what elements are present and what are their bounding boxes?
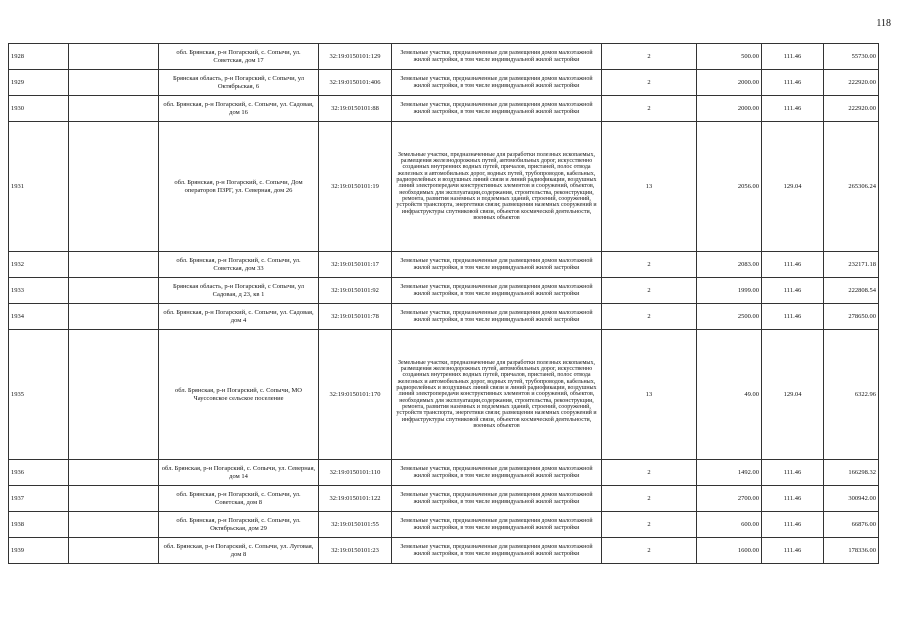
- row-number: 1934: [9, 304, 69, 330]
- cadastral-value-cell: 232171.18: [824, 252, 879, 278]
- cadastral-number-cell: 32:19:0150101:17: [319, 252, 392, 278]
- land-use-cell: Земельные участки, предназначенные для разработки полезных ископаемых, размещения железнодорожных путей, автомобильных дорог, искусственно созданных внутренних водных путей, причалов, пристаней, полос отвода железных и автомобильных дорог, водных путей, трубопроводов, кабельных, радиорелейных и воздушных линий связи и линий радиофикации, воздушных линий электропередачи конструктивных элементов и сооружений, объектов, необходимых для эксплуатации,содержания, строительства, реконструкции, ремонта, развития наземных и подземных зданий, строений, сооружений, устройств транспорта, энергетики связи; размещения наземных сооружений и инфраструктуры спутниковой связи, объектов космической деятельности, военных объектов: [392, 330, 602, 460]
- cadastral-number-cell: 32:19:0150101:406: [319, 70, 392, 96]
- row-number: 1932: [9, 252, 69, 278]
- area-cell: 1999.00: [697, 278, 762, 304]
- rate-cell: 111.46: [762, 304, 824, 330]
- table-row: [9, 538, 879, 564]
- area-cell: 1600.00: [697, 538, 762, 564]
- cadastral-value-cell: 278650.00: [824, 304, 879, 330]
- table-row: [9, 122, 879, 252]
- row-number: 1938: [9, 512, 69, 538]
- cadastral-number-cell: 32:19:0150101:23: [319, 538, 392, 564]
- rate-cell: 111.46: [762, 70, 824, 96]
- table-row: [9, 460, 879, 486]
- rate-cell: 111.46: [762, 512, 824, 538]
- row-number: 1929: [9, 70, 69, 96]
- cadastral-number-cell: 32:19:0150101:55: [319, 512, 392, 538]
- cadastral-value-cell: 178336.00: [824, 538, 879, 564]
- address-cell: обл. Брянская, р-н Погарский, с. Сопычи, ул. Советская, дом 17: [159, 44, 319, 70]
- address-cell: обл. Брянская, р-н Погарский, с. Сопычи, ул. Советская, дом 8: [159, 486, 319, 512]
- cadastral-number-cell: 32:19:0150101:170: [319, 330, 392, 460]
- cadastral-number-cell: 32:19:0150101:110: [319, 460, 392, 486]
- row-number: 1930: [9, 96, 69, 122]
- cadastral-number-cell: 32:19:0150101:129: [319, 44, 392, 70]
- rate-cell: 129.04: [762, 122, 824, 252]
- land-use-cell: Земельные участки, предназначенные для размещения домов малоэтажной жилой застройки, в том числе индивидуальной жилой застройки: [392, 486, 602, 512]
- rate-cell: 129.04: [762, 330, 824, 460]
- area-cell: 2000.00: [697, 96, 762, 122]
- table-row: [9, 70, 879, 96]
- cadastral-value-cell: 222920.00: [824, 96, 879, 122]
- row-number: 1935: [9, 330, 69, 460]
- cadastral-value-cell: 66876.00: [824, 512, 879, 538]
- row-number: 1928: [9, 44, 69, 70]
- rate-cell: 111.46: [762, 252, 824, 278]
- use-code-cell: 2: [602, 304, 697, 330]
- rate-cell: 111.46: [762, 460, 824, 486]
- land-use-cell: Земельные участки, предназначенные для размещения домов малоэтажной жилой застройки, в том числе индивидуальной жилой застройки: [392, 512, 602, 538]
- cadastral-value-cell: 222808.54: [824, 278, 879, 304]
- registry-body: [9, 44, 879, 564]
- land-use-cell: Земельные участки, предназначенные для размещения домов малоэтажной жилой застройки, в том числе индивидуальной жилой застройки: [392, 304, 602, 330]
- use-code-cell: 2: [602, 486, 697, 512]
- area-cell: 600.00: [697, 512, 762, 538]
- table-row: [9, 304, 879, 330]
- area-cell: 2000.00: [697, 70, 762, 96]
- table-row: [9, 252, 879, 278]
- use-code-cell: 13: [602, 122, 697, 252]
- land-use-cell: Земельные участки, предназначенные для размещения домов малоэтажной жилой застройки, в том числе индивидуальной жилой застройки: [392, 278, 602, 304]
- land-use-cell: Земельные участки, предназначенные для размещения домов малоэтажной жилой застройки, в том числе индивидуальной жилой застройки: [392, 460, 602, 486]
- cadastral-value-cell: 6322.96: [824, 330, 879, 460]
- land-use-cell: Земельные участки, предназначенные для размещения домов малоэтажной жилой застройки, в том числе индивидуальной жилой застройки: [392, 538, 602, 564]
- rate-cell: 111.46: [762, 278, 824, 304]
- land-use-cell: Земельные участки, предназначенные для размещения домов малоэтажной жилой застройки, в том числе индивидуальной жилой застройки: [392, 70, 602, 96]
- address-cell: обл. Брянская, р-н Погарский, с. Сопычи, ул. Октябрьская, дом 29: [159, 512, 319, 538]
- address-cell: обл. Брянская, р-н Погарский, с. Сопычи, ул. Садовая, дом 4: [159, 304, 319, 330]
- use-code-cell: 2: [602, 512, 697, 538]
- rate-cell: 111.46: [762, 486, 824, 512]
- address-cell: обл. Брянская, р-н Погарский, с. Сопычи, ул. Советская, дом 33: [159, 252, 319, 278]
- row-number: 1931: [9, 122, 69, 252]
- row-number: 1936: [9, 460, 69, 486]
- rate-cell: 111.46: [762, 96, 824, 122]
- cadastral-number-cell: 32:19:0150101:78: [319, 304, 392, 330]
- area-cell: 1492.00: [697, 460, 762, 486]
- area-cell: 500.00: [697, 44, 762, 70]
- area-cell: 2700.00: [697, 486, 762, 512]
- use-code-cell: 2: [602, 538, 697, 564]
- address-cell: обл. Брянская, р-н Погарский, с. Сопычи, ул. Садовая, дом 16: [159, 96, 319, 122]
- land-use-cell: Земельные участки, предназначенные для размещения домов малоэтажной жилой застройки, в том числе индивидуальной жилой застройки: [392, 96, 602, 122]
- rate-cell: 111.46: [762, 44, 824, 70]
- land-registry-table: [8, 43, 879, 564]
- cadastral-number-cell: 32:19:0150101:88: [319, 96, 392, 122]
- table-row: [9, 96, 879, 122]
- address-cell: обл. Брянская, р-н Погарский, с. Сопычи, Дом операторов ПЗРГ, ул. Северная, дом 26: [159, 122, 319, 252]
- address-cell: обл. Брянская, р-н Погарский, с. Сопычи, ул. Северная, дом 14: [159, 460, 319, 486]
- table-row: [9, 486, 879, 512]
- cadastral-value-cell: 166298.32: [824, 460, 879, 486]
- land-use-cell: Земельные участки, предназначенные для размещения домов малоэтажной жилой застройки, в том числе индивидуальной жилой застройки: [392, 44, 602, 70]
- use-code-cell: 2: [602, 252, 697, 278]
- use-code-cell: 2: [602, 44, 697, 70]
- address-cell: Брянская область, р-н Погарский, с Сопычи, ул Садовая, д 23, кв 1: [159, 278, 319, 304]
- land-use-cell: Земельные участки, предназначенные для разработки полезных ископаемых, размещения железнодорожных путей, автомобильных дорог, искусственно созданных внутренних водных путей, причалов, пристаней, полос отвода железных и автомобильных дорог, водных путей, трубопроводов, кабельных, радиорелейных и воздушных линий связи и линий радиофикации, воздушных линий электропередачи конструктивных элементов и сооружений, объектов, необходимых для эксплуатации,содержания, строительства, реконструкции, ремонта, развития наземных и подземных зданий, строений, сооружений, устройств транспорта, энергетики связи; размещения наземных сооружений и инфраструктуры спутниковой связи, объектов космической деятельности, военных объектов: [392, 122, 602, 252]
- use-code-cell: 2: [602, 96, 697, 122]
- use-code-cell: 2: [602, 70, 697, 96]
- row-number: 1933: [9, 278, 69, 304]
- land-use-cell: Земельные участки, предназначенные для размещения домов малоэтажной жилой застройки, в том числе индивидуальной жилой застройки: [392, 252, 602, 278]
- cadastral-number-cell: 32:19:0150101:19: [319, 122, 392, 252]
- table-row: [9, 278, 879, 304]
- cadastral-value-cell: 222920.00: [824, 70, 879, 96]
- area-cell: 2056.00: [697, 122, 762, 252]
- area-cell: 2500.00: [697, 304, 762, 330]
- use-code-cell: 13: [602, 330, 697, 460]
- table-row: [9, 44, 879, 70]
- use-code-cell: 2: [602, 460, 697, 486]
- page-number: 118: [876, 18, 891, 29]
- table-row: [9, 330, 879, 460]
- use-code-cell: 2: [602, 278, 697, 304]
- cadastral-number-cell: 32:19:0150101:122: [319, 486, 392, 512]
- rate-cell: 111.46: [762, 538, 824, 564]
- table-row: [9, 512, 879, 538]
- row-number: 1937: [9, 486, 69, 512]
- cadastral-value-cell: 300942.00: [824, 486, 879, 512]
- cadastral-number-cell: 32:19:0150101:92: [319, 278, 392, 304]
- area-cell: 49.00: [697, 330, 762, 460]
- address-cell: Брянская область, р-н Погарский, с Сопычи, ул Октябрьская, 6: [159, 70, 319, 96]
- area-cell: 2083.00: [697, 252, 762, 278]
- cadastral-value-cell: 55730.00: [824, 44, 879, 70]
- address-cell: обл. Брянская, р-н Погарский, с. Сопычи, ул. Луговая, дом 8: [159, 538, 319, 564]
- row-number: 1939: [9, 538, 69, 564]
- cadastral-value-cell: 265306.24: [824, 122, 879, 252]
- address-cell: обл. Брянская, р-н Погарский, с. Сопычи, МО Чауссовское сельское поселение: [159, 330, 319, 460]
